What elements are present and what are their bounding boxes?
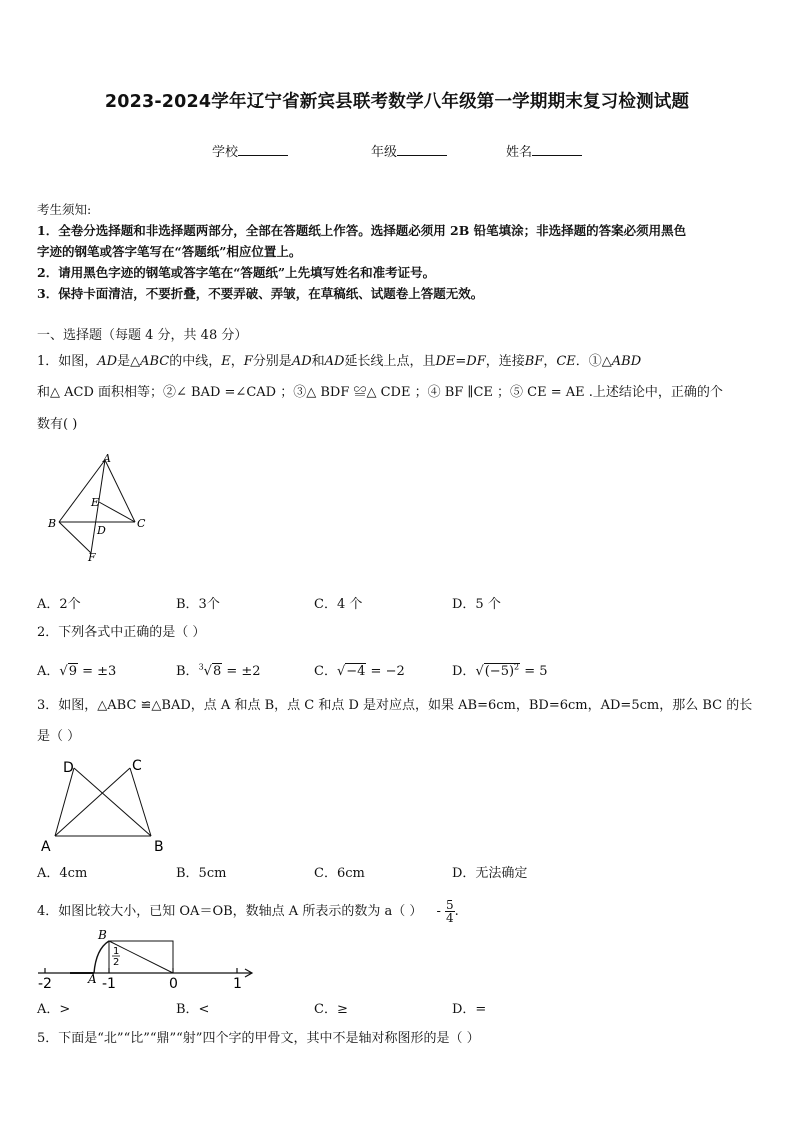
- school-blank: [238, 143, 288, 156]
- q3-label-d: D: [63, 760, 74, 776]
- q1-label-d: D: [97, 524, 106, 537]
- q4-number-line-figure: [30, 925, 260, 995]
- q3-option-c[interactable]: C．6cm: [314, 866, 365, 881]
- grade-blank: [397, 143, 447, 156]
- q3-line2: 是（ ）: [37, 729, 81, 744]
- q4-label-a: A: [88, 972, 97, 986]
- q1-label-e: E: [91, 496, 100, 509]
- q4-option-b[interactable]: B．<: [176, 1002, 210, 1017]
- q2-option-d[interactable]: D．$√(-5)^2 = 5$: [452, 662, 548, 679]
- q3-line1: 3．如图，△ABC ≌△BAD，点 A 和点 B，点 C 和点 D 是对应点，如果 AB=6cm，BD=6cm，AD=5cm，那么 BC 的长: [37, 698, 753, 713]
- q3-option-a[interactable]: A．4cm: [37, 866, 88, 881]
- q2-stem: 2．下列各式中正确的是（ ）: [37, 625, 206, 640]
- q2-option-a[interactable]: A．√9 = ±3: [37, 664, 117, 679]
- q4-tick-label-neg2: -2: [38, 976, 52, 992]
- q1-line1: 1．如图，AD是△ABC的中线，E，F分别是AD和AD延长线上点，且DE=DF，连接BF，CE．①△ABD: [37, 354, 642, 369]
- notice-item-2: 2．请用黑色字迹的钢笔或答字笔在“答题纸”上先填写姓名和准考证号。: [37, 265, 436, 280]
- q4-arc: [94, 941, 109, 973]
- q1-label-b: B: [48, 517, 57, 530]
- q4-option-c[interactable]: C．≥: [314, 1002, 348, 1017]
- q5-stem: 5．下面是“北”“比”“鼎”“射”四个字的甲骨文，其中不是轴对称图形的是（ ）: [37, 1031, 480, 1046]
- exam-notice: [37, 199, 767, 304]
- grade-label: 年级: [371, 145, 398, 160]
- notice-item-3: 3．保持卡面清洁，不要折叠，不要弄破、弄皱，在草稿纸、试题卷上答题无效。: [37, 286, 484, 301]
- q3-label-b: B: [154, 839, 164, 855]
- q3-figure: [38, 752, 173, 857]
- q4-label-b: B: [98, 928, 107, 942]
- q1-line-ac: [105, 460, 135, 522]
- name-blank: [532, 143, 582, 156]
- q4-stem: 4．如图比较大小，已知 OA＝OB，数轴点 A 所表示的数为 a（ ）: [37, 904, 423, 919]
- q3-line-ad: [55, 768, 74, 836]
- notice-heading: 考生须知:: [37, 202, 92, 217]
- page-title: 2023-2024学年辽宁省新宾县联考数学八年级第一学期期末复习检测试题: [104, 92, 690, 112]
- q1-label-c: C: [137, 517, 146, 530]
- q1-line-ab: [59, 460, 105, 522]
- notice-item-1-cont: 字迹的钢笔或答字笔写在“答题纸”相应位置上。: [37, 244, 302, 259]
- q1-line2: 和△ ACD 面积相等；②∠ BAD =∠CAD ；③△ BDF ≌△ CDE ；④ BF ∥CE ；⑤ CE = AE .上述结论中，正确的个: [37, 385, 723, 400]
- q4-stem-line: 4．如图比较大小，已知 OA＝OB，数轴点 A 所表示的数为 a（ ） - $\frac{5}{4}$ .: [37, 898, 459, 925]
- q3-line-db: [74, 768, 151, 836]
- q1-line3: 数有( ): [37, 417, 78, 432]
- q4-option-d[interactable]: D．=: [452, 1002, 487, 1017]
- q4-tick-label-neg1: -1: [102, 976, 116, 992]
- q4-tick-label-1: 1: [233, 976, 242, 992]
- q3-option-b[interactable]: B．5cm: [176, 866, 227, 881]
- q1-option-b[interactable]: B．3个: [176, 597, 220, 612]
- q1-label-f: F: [88, 551, 96, 564]
- q1-option-c[interactable]: C．4 个: [314, 597, 363, 612]
- q4-half-den: 2: [113, 957, 120, 968]
- q1-option-d[interactable]: D．5 个: [452, 597, 501, 612]
- q4-half-num: 1: [113, 946, 120, 957]
- q3-line-ac: [55, 768, 130, 836]
- q1-label-a: A: [103, 452, 111, 465]
- q3-option-d[interactable]: D．无法确定: [452, 866, 528, 881]
- q3-label-a: A: [41, 839, 51, 855]
- q1-line-bf: [59, 522, 91, 553]
- q2-option-b[interactable]: B．$^3$√8 = ±2: [176, 662, 261, 679]
- school-label: 学校: [212, 145, 239, 160]
- name-field: [506, 141, 582, 160]
- q2-option-c[interactable]: C．√−4 = −2: [314, 664, 405, 679]
- q4-fraction: $\frac{5}{4}$: [446, 898, 454, 925]
- name-label: 姓名: [506, 145, 533, 160]
- q1-line-ce: [99, 502, 135, 522]
- section-heading: 一、选择题（每题 4 分，共 48 分）: [37, 328, 248, 343]
- notice-item-1: 1．全卷分选择题和非选择题两部分，全部在答题纸上作答。选择题必须用 2B 铅笔填涂；非选择题的答案必须用黑色: [37, 223, 687, 238]
- school-field: [212, 141, 288, 160]
- q4-option-a[interactable]: A．>: [37, 1002, 71, 1017]
- q1-triangle-figure: [45, 450, 155, 565]
- grade-field: [371, 141, 447, 160]
- q3-line-cb: [130, 768, 151, 836]
- q4-tick-label-0: 0: [169, 976, 178, 992]
- q1-option-a[interactable]: A．2个: [37, 597, 81, 612]
- q3-label-c: C: [132, 758, 142, 774]
